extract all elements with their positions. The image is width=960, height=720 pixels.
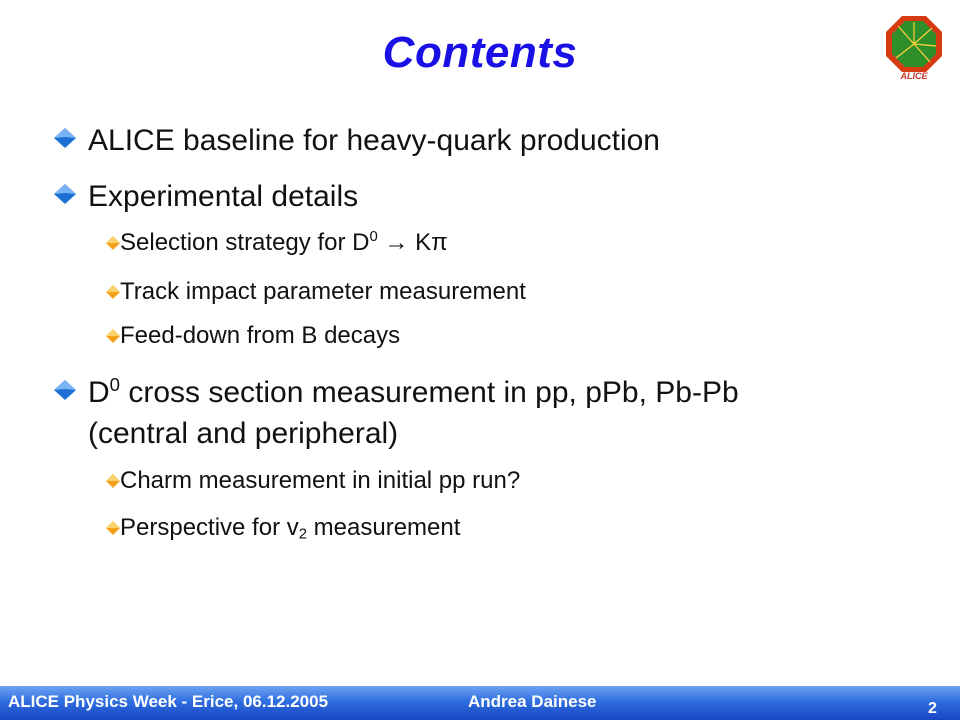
- item-text-pre: D: [88, 376, 110, 409]
- small-diamond-bullet-icon: [106, 329, 120, 343]
- sub-list-item: [120, 228, 448, 258]
- page-number: 2: [928, 700, 937, 717]
- list-item: [88, 176, 358, 217]
- diamond-bullet-icon: [54, 380, 76, 400]
- item-text-sup: 0: [109, 373, 121, 395]
- item-text-pre: Selection strategy for D: [120, 229, 370, 256]
- slide-title: Contents: [382, 28, 578, 77]
- footer-event: ALICE Physics Week - Erice, 06.12.2005: [8, 692, 329, 711]
- item-text: Experimental details: [88, 180, 359, 213]
- sub-list-item: [120, 321, 400, 351]
- item-text: Track impact parameter measurement: [120, 278, 526, 305]
- svg-text:ALICE: ALICE: [900, 71, 928, 80]
- item-text-pre: Perspective for v: [120, 514, 299, 541]
- footer-author: Andrea Dainese: [468, 692, 597, 711]
- sub-list-item: [120, 466, 520, 496]
- diamond-bullet-icon: [54, 128, 76, 148]
- small-diamond-bullet-icon: [106, 285, 120, 299]
- item-text-post: cross section measurement in pp, pPb, Pb-Pb: [120, 376, 739, 409]
- list-item: [88, 120, 660, 161]
- item-text-post: measurement: [307, 514, 461, 541]
- small-diamond-bullet-icon: [106, 521, 120, 535]
- diamond-bullet-icon: [54, 184, 76, 204]
- sub-list-item: [120, 277, 526, 307]
- small-diamond-bullet-icon: [106, 236, 120, 250]
- alice-logo-icon: [884, 14, 944, 80]
- small-diamond-bullet-icon: [106, 474, 120, 488]
- item-text: Charm measurement in initial pp run?: [120, 467, 521, 494]
- item-text-sup: 0: [369, 229, 378, 246]
- list-item: [88, 372, 739, 454]
- item-text: ALICE baseline for heavy-quark production: [88, 124, 660, 157]
- item-text: Feed-down from B decays: [120, 322, 401, 349]
- item-text-sub: 2: [298, 526, 308, 543]
- sub-list-item: [120, 513, 460, 543]
- footer-bar: [0, 686, 960, 720]
- item-text-post: → Kπ: [377, 229, 448, 256]
- item-text-line2: (central and peripheral): [88, 417, 399, 450]
